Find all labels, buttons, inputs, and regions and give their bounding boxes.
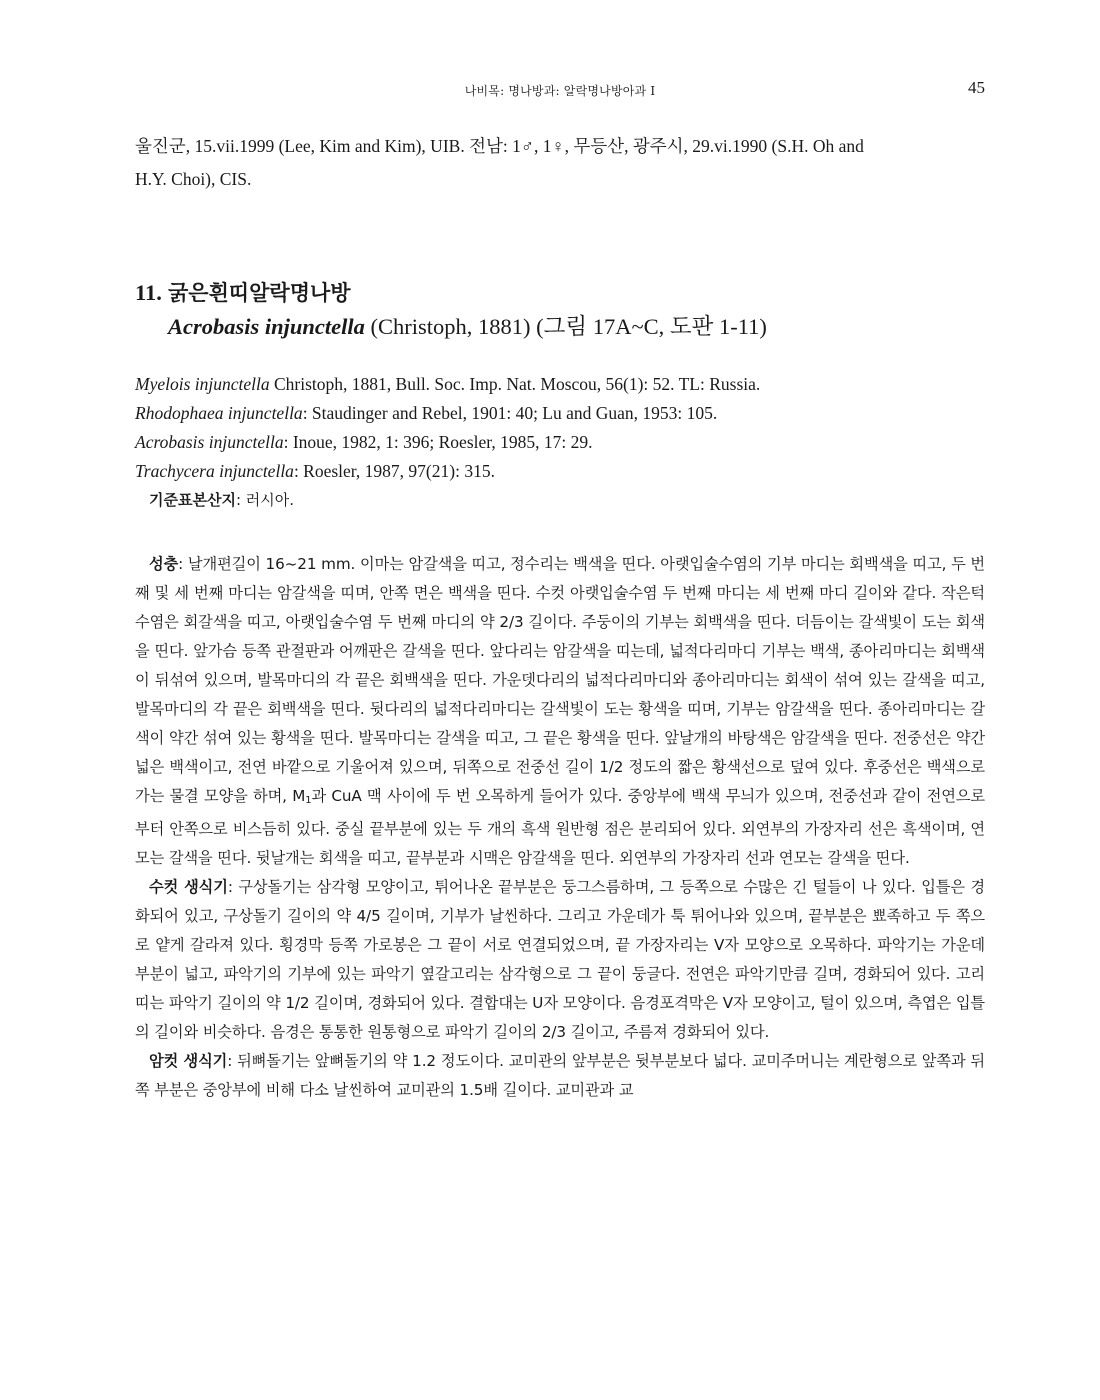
- species-heading: [135, 276, 985, 344]
- female-genitalia-description: [135, 1047, 985, 1105]
- male-genitalia-label: 수컷 생식기: [149, 878, 228, 896]
- running-title: 나비목: 명나방과: 알락명나방아과 I: [464, 84, 656, 98]
- continuation-line: 울진군, 15.vii.1999 (Lee, Kim and Kim), UIB. 전남: 1♂, 1♀, 무등산, 광주시, 29.vi.1990 (S.H. Oh and: [135, 136, 864, 156]
- continuation-paragraph: [135, 130, 985, 196]
- species-heading-line-1: [135, 276, 985, 310]
- species-heading-line-2: [135, 310, 985, 344]
- page-number: 45: [968, 78, 985, 97]
- description-body: [135, 550, 985, 1105]
- male-genitalia-description: [135, 873, 985, 1047]
- synonym-entry: [135, 457, 985, 486]
- adult-text: : 날개편길이 16~21 mm. 이마는 암갈색을 띠고, 정수리는 백색을 띤다. 아랫입술수염의 기부 마디는 회백색을 띠고, 두 번째 및 세 번째 마디는 암갈색을 띠며, 안쪽 면은 백색을 띤다. 수컷 아랫입술수염 두 번째 마디는 세 번째 마디 길이와 같다. 작은턱수염은 회갈색을 띠고, 아랫입술수염 두 번째 마디의 약 2/3 길이다. 주둥이의 기부는 회백색을 띤다. 더듬이는 갈색빛이 도는 회색을 띤다. 앞가슴 등쪽 관절판과 어깨판은 갈색을 띤다. 앞다리는 암갈색을 띠는데, 넓적다리마디 기부는 백색, 종아리마디는 회백색이 뒤섞여 있으며, 발목마디의 각 끝은 회백색을 띤다. 가운뎃다리의 넓적다리마디와 종아리마디는 회색이 섞여 있는 갈색을 띠고, 발목마디의 각 끝은 회백색을 띤다. 뒷다리의 넓적다리마디는 갈색빛이 도는 황색을 띠며, 기부는 암갈색을 띤다. 종아리마디는 갈색이 약간 섞여 있는 황색을 띤다. 발목마디는 갈색을 띠고, 그 끝은 황색을 띤다. 앞날개의 바탕색은 암갈색을 띤다. 전중선은 약간 넓은 백색이고, 전연 바깥으로 기울어져 있으며, 뒤쪽으로 전중선 길이 1/2 정도의 짧은 황색선으로 덮여 있다. 후중선은 백색으로 가는 물결 모양을 하며, M: [135, 555, 985, 805]
- adult-description: [135, 550, 985, 873]
- vein-subscript: 1: [305, 795, 312, 806]
- species-number: 11.: [135, 280, 162, 305]
- synonym-entry: [135, 370, 985, 399]
- synonym-reference: : Inoue, 1982, 1: 396; Roesler, 1985, 17: 29.: [283, 432, 593, 452]
- synonym-name: Myelois injunctella: [135, 374, 270, 394]
- synonym-name: Trachycera injunctella: [135, 461, 294, 481]
- synonym-reference: Christoph, 1881, Bull. Soc. Imp. Nat. Moscou, 56(1): 52. TL: Russia.: [269, 374, 761, 394]
- continuation-line: H.Y. Choi), CIS.: [135, 169, 252, 189]
- adult-label: 성충: [149, 555, 179, 573]
- synonym-entry: [135, 428, 985, 457]
- female-genitalia-text: : 뒤뼈돌기는 앞뼈돌기의 약 1.2 정도이다. 교미관의 앞부분은 뒷부분보다 넓다. 교미주머니는 계란형으로 앞쪽과 뒤쪽 부분은 중앙부에 비해 다소 날씬하여 교미관의 1.5배 길이다. 교미관과 교: [135, 1052, 985, 1099]
- page-header: [135, 78, 985, 102]
- adult-text-continued: 과 CuA 맥 사이에 두 번 오목하게 들어가 있다. 중앙부에 백색 무늬가 있으며, 전중선과 같이 전연으로부터 안쪽으로 비스듬히 있다. 중실 끝부분에 있는 두 개의 흑색 원반형 점은 분리되어 있다. 외연부의 가장자리 선은 흑색이며, 연모는 갈색을 띤다. 뒷날개는 회색을 띠고, 끝부분과 시맥은 암갈색을 띤다. 외연부의 가장자리 선과 연모는 갈색을 띤다.: [135, 787, 985, 867]
- synonymy-list: [135, 370, 985, 515]
- synonym-reference: : Staudinger and Rebel, 1901: 40; Lu and Guan, 1953: 105.: [302, 403, 718, 423]
- species-scientific-name: Acrobasis injunctella: [168, 314, 365, 339]
- female-genitalia-label: 암컷 생식기: [149, 1052, 228, 1070]
- synonym-reference: : Roesler, 1987, 97(21): 315.: [293, 461, 495, 481]
- synonym-name: Rhodophaea injunctella: [135, 403, 303, 423]
- synonym-name: Acrobasis injunctella: [135, 432, 284, 452]
- species-korean-name: 굵은흰띠알락명나방: [168, 281, 351, 305]
- synonym-entry: [135, 399, 985, 428]
- male-genitalia-text: : 구상돌기는 삼각형 모양이고, 튀어나온 끝부분은 둥그스름하며, 그 등쪽으로 수많은 긴 털들이 나 있다. 입틀은 경화되어 있고, 구상돌기 길이의 약 4/5 길이며, 기부가 날씬하다. 그리고 가운데가 툭 튀어나와 있으며, 끝부분은 뾰족하고 두 쪽으로 얕게 갈라져 있다. 횡경막 등쪽 가로봉은 그 끝이 서로 연결되었으며, 끝 가장자리는 V자 모양으로 오목하다. 파악기는 가운데 부분이 넓고, 파악기의 기부에 있는 파악기 옆갈고리는 삼각형으로 그 끝이 둥글다. 전연은 파악기만큼 길며, 경화되어 있다. 고리띠는 파악기 길이의 약 1/2 길이며, 경화되어 있다. 결합대는 U자 모양이다. 음경포격막은 V자 모양이고, 털이 있으며, 측엽은 입틀의 길이와 비슷하다. 음경은 통통한 원통형으로 파악기 길이의 2/3 길이고, 주름져 경화되어 있다.: [135, 878, 985, 1041]
- species-authority: (Christoph, 1881) (그림 17A~C, 도판 1-11): [364, 314, 767, 339]
- type-locality-label: 기준표본산지: [149, 491, 236, 509]
- type-locality-value: : 러시아.: [235, 491, 295, 509]
- type-locality: [135, 486, 985, 515]
